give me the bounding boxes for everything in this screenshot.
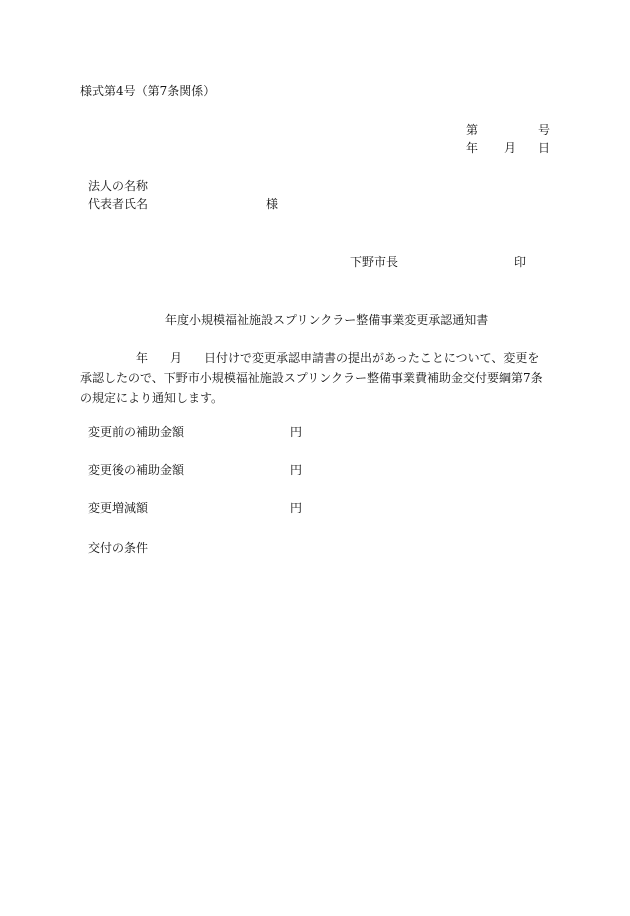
date-day: 日 <box>538 141 551 155</box>
honorific: 様 <box>266 197 279 211</box>
body-paragraph <box>80 348 550 408</box>
number-gou: 号 <box>538 123 551 137</box>
item-label-before: 変更前の補助金額 <box>88 425 185 439</box>
number-dai: 第 <box>466 123 479 137</box>
representative-label: 代表者氏名 <box>88 197 149 211</box>
document-title: 年度小規模福祉施設スプリンクラー整備事業変更承認通知書 <box>165 313 489 327</box>
seal-mark: 印 <box>514 255 527 269</box>
body-month: 月 <box>170 351 183 365</box>
date-year: 年 <box>466 141 479 155</box>
item-label-diff: 変更増減額 <box>88 501 149 515</box>
corp-name-label: 法人の名称 <box>88 179 149 193</box>
form-label: 様式第4号（第7条関係） <box>80 84 216 98</box>
conditions-label: 交付の条件 <box>88 541 149 555</box>
item-unit-diff: 円 <box>290 501 303 515</box>
body-text: 日付けで変更承認申請書の提出があったことについて、変更を承認したので、下野市小規模福祉施設スプリンクラー整備事業費補助金交付要綱第7条の規定により通知します。 <box>80 351 543 405</box>
date-month: 月 <box>504 141 517 155</box>
item-label-after: 変更後の補助金額 <box>88 463 185 477</box>
issuer-title: 下野市長 <box>350 255 399 269</box>
body-year: 年 <box>136 351 149 365</box>
item-unit-before: 円 <box>290 425 303 439</box>
item-unit-after: 円 <box>290 463 303 477</box>
